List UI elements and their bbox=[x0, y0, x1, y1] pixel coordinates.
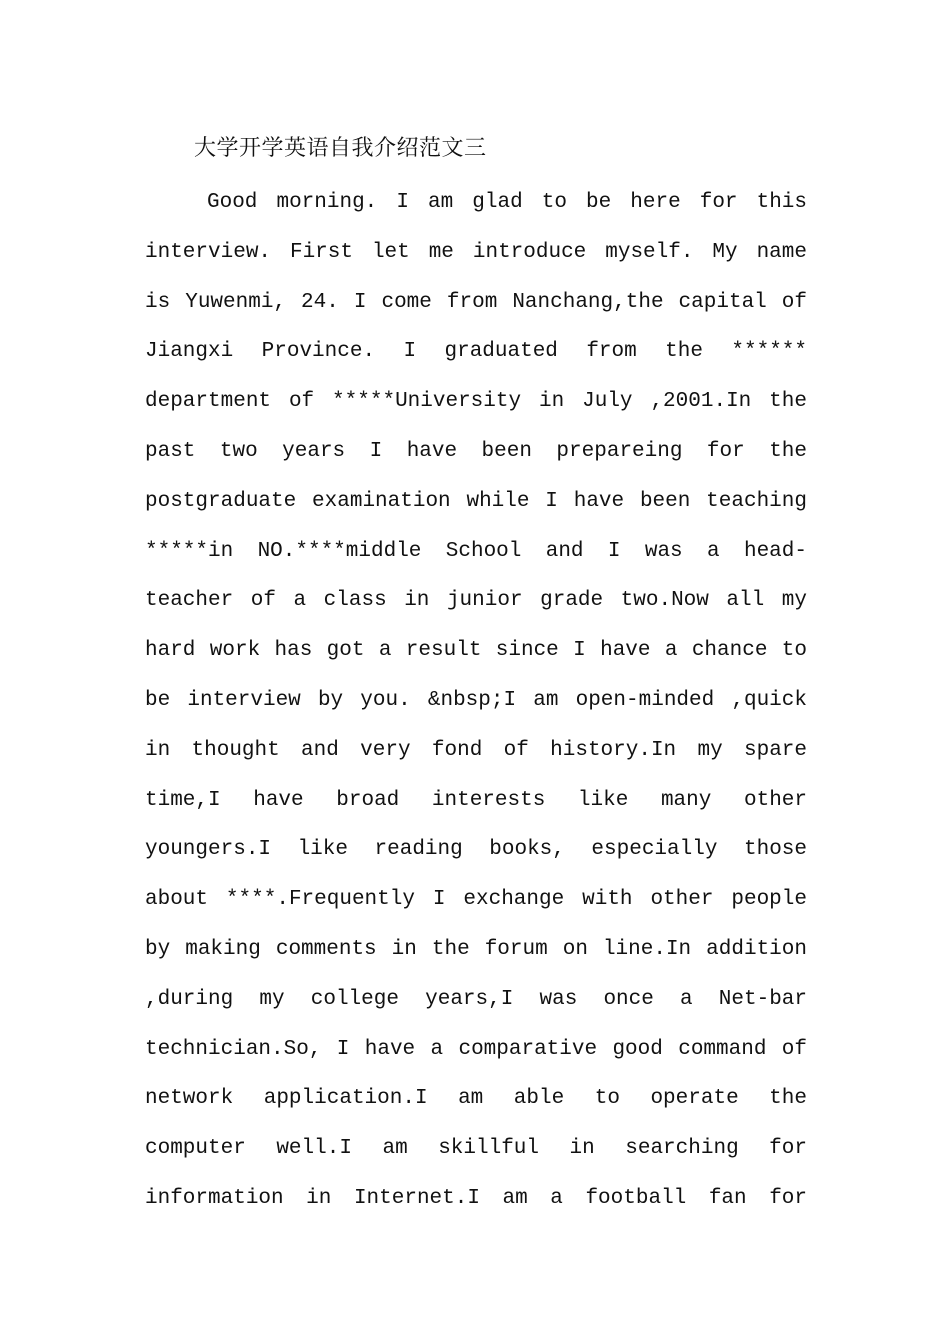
body-line-15: about ****.Frequently I exchange with other people bbox=[145, 888, 807, 912]
document-body bbox=[145, 178, 807, 1224]
body-line-6: past two years I have been prepareing for the bbox=[145, 439, 807, 463]
body-line-16: by making comments in the forum on line.In addition bbox=[145, 937, 807, 961]
body-line-8: *****in NO.****middle School and I was a head- bbox=[145, 539, 807, 563]
body-line-17: ,during my college years,I was once a Net-bar bbox=[145, 987, 807, 1011]
body-line-10: hard work has got a result since I have a chance to bbox=[145, 639, 807, 663]
body-line-3: is Yuwenmi, 24. I come from Nanchang,the capital of bbox=[145, 290, 807, 314]
body-line-9: teacher of a class in junior grade two.Now all my bbox=[145, 589, 807, 613]
document-title: 大学开学英语自我介绍范文三 bbox=[194, 136, 487, 161]
body-line-20: computer well.I am skillful in searching for bbox=[145, 1137, 807, 1161]
body-line-19: network application.I am able to operate the bbox=[145, 1087, 807, 1111]
body-line-13: time,I have broad interests like many other bbox=[145, 788, 807, 812]
body-line-18: technician.So, I have a comparative good command of bbox=[145, 1037, 807, 1061]
body-line-1: Good morning. I am glad to be here for this bbox=[207, 191, 807, 214]
body-line-21: information in Internet.I am a football fan for bbox=[145, 1186, 807, 1210]
body-line-4: Jiangxi Province. I graduated from the ****** bbox=[145, 340, 807, 364]
body-line-12: in thought and very fond of history.In my spare bbox=[145, 738, 807, 762]
body-line-11: be interview by you. &nbsp;I am open-minded ,quick bbox=[145, 688, 807, 712]
body-line-7: postgraduate examination while I have been teaching bbox=[145, 489, 807, 513]
body-line-14: youngers.I like reading books, especially those bbox=[145, 838, 807, 862]
body-line-2: interview. First let me introduce myself. My name bbox=[145, 240, 807, 264]
body-line-5: department of *****University in July ,2001.In the bbox=[145, 390, 807, 414]
